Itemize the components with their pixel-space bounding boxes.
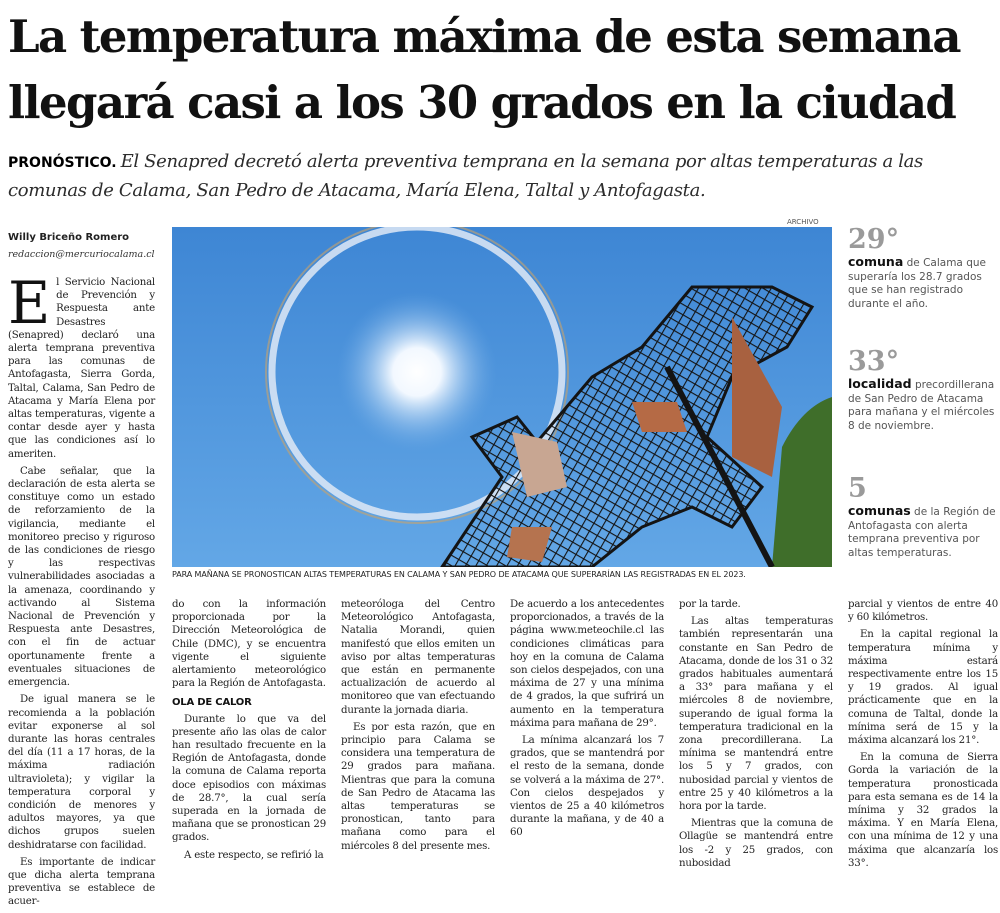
body-paragraph: Es importante de indicar que dicha alerta temprana preventiva se establece de acuer- [8,856,155,908]
fact-number: 33° [848,346,900,377]
body-column-4 [510,598,664,844]
body-paragraph: Es por esta razón, que en principio para Calama se considera una temperatura de 29 grados para mañana. Mientras que para la comuna de San Pedro de Atacama las altas temperaturas se pronostican, tanto para mañana como para el miércoles 8 del presente mes. [341,721,495,852]
body-paragraph: En la capital regional la temperatura mínima y máxima estará respectivamente entre los 15 y 19 grados. Al igual prácticamente que en la comuna de Taltal, donde la mínima será de 15 y la máxima alcanzará los 21°. [848,629,998,747]
deck-kicker: PRONÓSTICO. [8,155,117,171]
body-paragraph: De igual manera se le recomienda a la población evitar exponerse al sol durante las horas centrales del día (11 a 17 horas, de la máxima radiación ultravioleta); y vigilar la temperatura corporal y condición de menores y adultos mayores, ya que dichos grupos suelen deshidratarse con facilidad. [8,694,155,851]
body-paragraph: parcial y vientos de entre 40 y 60 kilómetros. [848,599,998,624]
body-column-6 [848,598,998,874]
fact-box [848,347,1000,433]
deck [8,148,998,204]
headline: La temperatura máxima de esta semana llegará casi a los 30 grados en la ciudad [8,10,960,129]
photo-caption: PARA MAÑANA SE PRONOSTICAN ALTAS TEMPERATURAS EN CALAMA Y SAN PEDRO DE ATACAMA QUE SUPERARÍAN LAS REGISTRADAS EN EL 2023. [172,570,746,579]
photo-solar-halo [172,227,832,567]
body-paragraph: En la comuna de Sierra Gorda la variación de la temperatura pronosticada para esta semana es de 14 la mínima y 32 grados la máxima. Y en María Elena, con una mínima de 12 y una máxima que alcanzaría los 33°. [848,752,998,869]
fact-box [848,474,1000,560]
body-paragraph: Las altas temperaturas también representarán una constante en San Pedro de Atacama, donde de los 31 o 32 grados habituales aumentará a 33° para mañana y el miércoles 8 de noviembre, superando de igual forma la temperatura tradicional en la zona precordillerana. La mínima se mantendrá entre los 5 y 7 grados, con nubosidad parcial y vientos de entre 25 y 40 kilómetros a la hora por la tarde. [679,616,833,813]
body-paragraph: Mientras que la comuna de Ollagüe se mantendrá entre los -2 y 25 grados, con nubosidad [679,818,833,869]
body-paragraph: Cabe señalar, que la declaración de esta alerta se constituye como un estado de reforzamiento de la vigilancia, mediante el monitoreo preciso y riguroso de las condiciones de riesgo y las respectivas vulnerabilidades asociadas a la amenaza, coordinando y activando al Sistema Nacional de Prevención y Respuesta ante Desastres, con el fin de actuar oportunamente frente a eventuales situaciones de emergencia. [8,465,155,689]
fact-text: comunas de la Región de Antofagasta con alerta temprana preventiva por altas temperaturas. [848,503,996,559]
body-paragraph: De acuerdo a los antecedentes proporcionados, a través de la página www.meteochile.cl las condiciones climáticas para hoy en la comuna de Calama son cielos despejados, con una máxima de 27 y una mínima de 4 grados, la que sufrirá un aumento en la temperatura máxima para mañana de 29°. [510,599,664,729]
subhead: OLA DE CALOR [172,697,252,709]
fact-text: localidad precordillerana de San Pedro de Atacama para mañana y el miércoles 8 de noviembre. [848,376,995,432]
body-column-2 [172,598,326,866]
body-paragraph: A este respecto, se refirió la [184,849,324,861]
fact-number: 29° [848,224,900,255]
photo-credit: ARCHIVO [787,218,819,226]
drop-cap: E [8,269,51,337]
byline-author: Willy Briceño Romero [8,232,130,243]
body-column-5 [679,598,833,874]
fact-text: comuna de Calama que superaría los 28.7 grados que se han registrado durante el año. [848,254,986,310]
body-paragraph: meteoróloga del Centro Meteorológico Antofagasta, Natalia Morandi, quien manifestó que ellos emiten un aviso por altas temperaturas que están en permanente actualización de acuerdo al monitoreo que van efectuando durante la jornada diaria. [341,599,495,716]
fact-number: 5 [848,473,867,504]
body-paragraph: El Servicio Nacional de Prevención y Respuesta ante Desastres (Senapred) declaró una alerta temprana preventiva para las comunas de Antofagasta, Sierra Gorda, Taltal, Calama, San Pedro de Atacama y María Elena por altas temperaturas, vigente a contar desde ayer y hasta que las condiciones así lo ameriten. [8,269,155,460]
body-paragraph: La mínima alcanzará los 7 grados, que se mantendrá por el resto de la semana, donde se volverá a la máxima de 27°. Con cielos despejados y vientos de 25 a 40 kilómetros durante la mañana, y de 40 a 60 [510,735,664,839]
body-column-1 [8,269,155,913]
body-paragraph: Durante lo que va del presente año las olas de calor han resultado frecuente en la Región de Antofagasta, donde la comuna de Calama reporta doce episodios con máximas de 28.7°, la cual sería superada en la jornada de mañana que se pronostican 29 grados. [172,713,326,844]
solar-halo-image [172,227,832,567]
byline-email: redaccion@mercuriocalama.cl [8,249,155,260]
body-paragraph: do con la información proporcionada por la Dirección Meteorológica de Chile (DMC), y se encuentra vigente el siguiente alertamiento meteorológico para la Región de Antofagasta. [172,599,326,690]
body-column-3 [341,598,495,857]
deck-text: El Senapred decretó alerta preventiva temprana en la semana por altas temperaturas a las comunas de Calama, San Pedro de Atacama, María Elena, Taltal y Antofagasta. [8,151,923,201]
body-paragraph: por la tarde. [679,599,741,610]
fact-box [848,225,1000,311]
